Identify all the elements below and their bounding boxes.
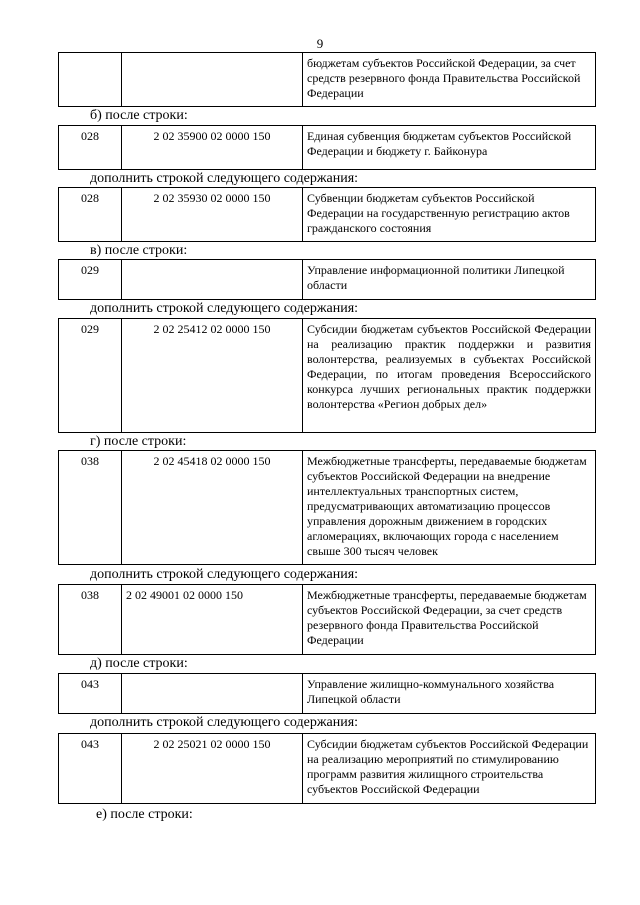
row-name: Субвенции бюджетам субъектов Российской Федерации на государственную регистрацию актов гражданского состояния [303, 188, 596, 242]
row-name: бюджетам субъектов Российской Федерации, за счет средств резервного фонда Правительства Российской Федерации [303, 53, 596, 107]
row-code: 028 [59, 188, 122, 242]
table-row [58, 450, 596, 565]
instruction-e: е) после строки: [96, 807, 193, 822]
row-kbk: 2 02 25021 02 0000 150 [122, 734, 303, 804]
instruction-v: в) после строки: [90, 243, 188, 258]
row-name: Субсидии бюджетам субъектов Российской Федерации на реализацию практик поддержки и развития волонтерства, реализуемых в субъектах Российской Федерации, по итогам проведения Всероссийского конкурса лучших региональных практик поддержки волонтерства «Регион добрых дел» [303, 319, 596, 433]
row-code: 028 [59, 126, 122, 170]
row-name: Субсидии бюджетам субъектов Российской Федерации на реализацию мероприятий по стимулированию программ развития жилищного строительства субъектов Российской Федерации [303, 734, 596, 804]
row-kbk [122, 674, 303, 714]
table-row [58, 125, 596, 170]
row-code [59, 53, 122, 107]
table-row [58, 52, 596, 107]
row-name: Управление информационной политики Липецкой области [303, 260, 596, 300]
row-name: Межбюджетные трансферты, передаваемые бюджетам субъектов Российской Федерации на внедрение интеллектуальных транспортных систем, предусматривающих автоматизацию процессов управления дорожным движением в городских агломерациях, включающих города с населением свыше 300 тысяч человек [303, 451, 596, 565]
table-row [58, 733, 596, 804]
table-row [58, 259, 596, 300]
page-number: 9 [316, 36, 324, 51]
row-name: Межбюджетные трансферты, передаваемые бюджетам субъектов Российской Федерации, за счет средств резервного фонда Правительства Российской Федерации [303, 585, 596, 655]
table-row [58, 673, 596, 714]
row-code: 038 [59, 451, 122, 565]
row-kbk: 2 02 35900 02 0000 150 [122, 126, 303, 170]
instruction-add: дополнить строкой следующего содержания: [90, 567, 359, 582]
instruction-b: б) после строки: [90, 108, 188, 123]
row-code: 029 [59, 319, 122, 433]
instruction-add: дополнить строкой следующего содержания: [90, 715, 359, 730]
table-row [58, 318, 596, 433]
row-code: 038 [59, 585, 122, 655]
row-code: 029 [59, 260, 122, 300]
instruction-add: дополнить строкой следующего содержания: [90, 171, 359, 186]
row-name: Единая субвенция бюджетам субъектов Российской Федерации и бюджету г. Байконура [303, 126, 596, 170]
table-row [58, 584, 596, 655]
row-kbk: 2 02 49001 02 0000 150 [122, 585, 303, 655]
row-code: 043 [59, 734, 122, 804]
row-code: 043 [59, 674, 122, 714]
row-kbk [122, 260, 303, 300]
row-kbk: 2 02 35930 02 0000 150 [122, 188, 303, 242]
instruction-add: дополнить строкой следующего содержания: [90, 301, 359, 316]
table-row [58, 187, 596, 242]
row-kbk: 2 02 45418 02 0000 150 [122, 451, 303, 565]
instruction-g: г) после строки: [90, 434, 187, 449]
row-name: Управление жилищно-коммунального хозяйства Липецкой области [303, 674, 596, 714]
instruction-d: д) после строки: [90, 656, 188, 671]
row-kbk: 2 02 25412 02 0000 150 [122, 319, 303, 433]
row-kbk [122, 53, 303, 107]
